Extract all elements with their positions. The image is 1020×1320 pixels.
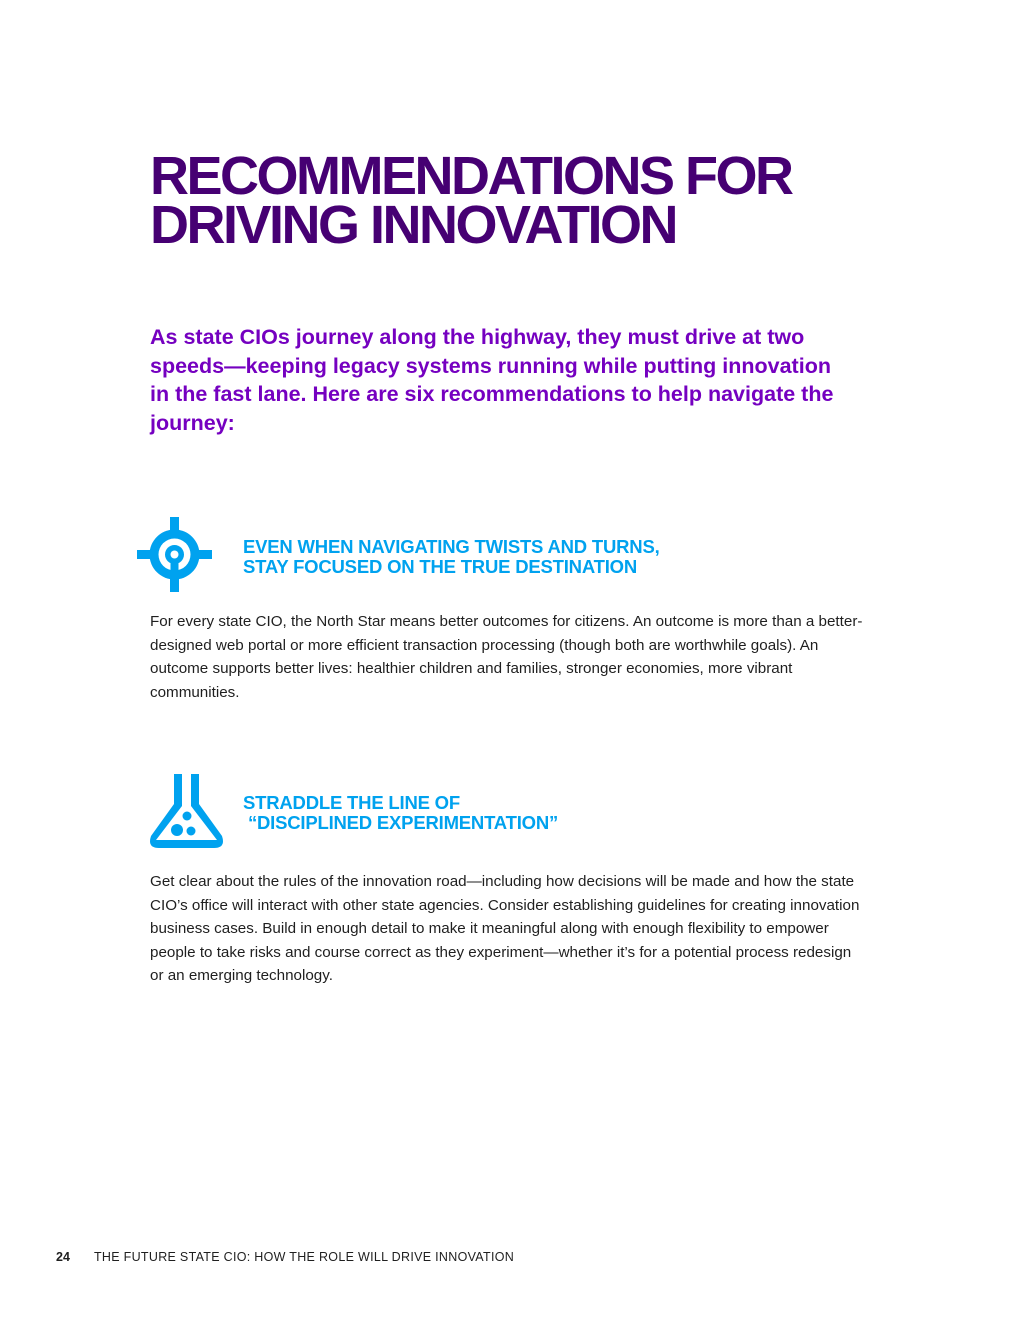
section-heading-disciplined-experimentation	[243, 793, 558, 833]
page-title	[150, 146, 910, 255]
page-number: 24	[56, 1250, 70, 1264]
target-icon	[137, 517, 212, 592]
page-title-line-1: RECOMMENDATIONS FOR	[150, 146, 792, 206]
page-title-line-2: DRIVING INNOVATION	[150, 195, 677, 255]
section-heading-line-2: STAY FOCUSED ON THE TRUE DESTINATION	[243, 556, 638, 577]
intro-paragraph: As state CIOs journey along the highway, they must drive at two speeds—keeping legacy systems running while putting innovation in the fast lane. Here are six recommendations to help navigate the journey:	[150, 325, 834, 435]
section-body-disciplined-experimentation: Get clear about the rules of the innovation road—including how decisions will be made and how the state CIO’s office will interact with other state agencies. Consider establishing guidelines for creating innovation business cases. Build in enough detail to make it meaningful along with enough flexibility to empower people to take risks and course correct as they experiment—whether it’s for a potential process redesign or an emerging technology.	[150, 873, 860, 984]
section-heading-line-1: STRADDLE THE LINE OF	[243, 792, 460, 813]
section-heading-stay-focused	[243, 537, 660, 577]
section-heading-line-2: “DISCIPLINED EXPERIMENTATION”	[243, 812, 559, 833]
footer-document-title: THE FUTURE STATE CIO: HOW THE ROLE WILL DRIVE INNOVATION	[94, 1250, 515, 1264]
section-heading-line-1: EVEN WHEN NAVIGATING TWISTS AND TURNS,	[243, 536, 660, 557]
page-footer	[56, 1250, 514, 1264]
flask-icon	[150, 774, 223, 848]
section-body-stay-focused: For every state CIO, the North Star means better outcomes for citizens. An outcome is more than a better-designed web portal or more efficient transaction processing (though both are worthwhile goals). An outcome supports better lives: healthier children and families, stronger economies, more vibrant communities.	[150, 613, 863, 701]
